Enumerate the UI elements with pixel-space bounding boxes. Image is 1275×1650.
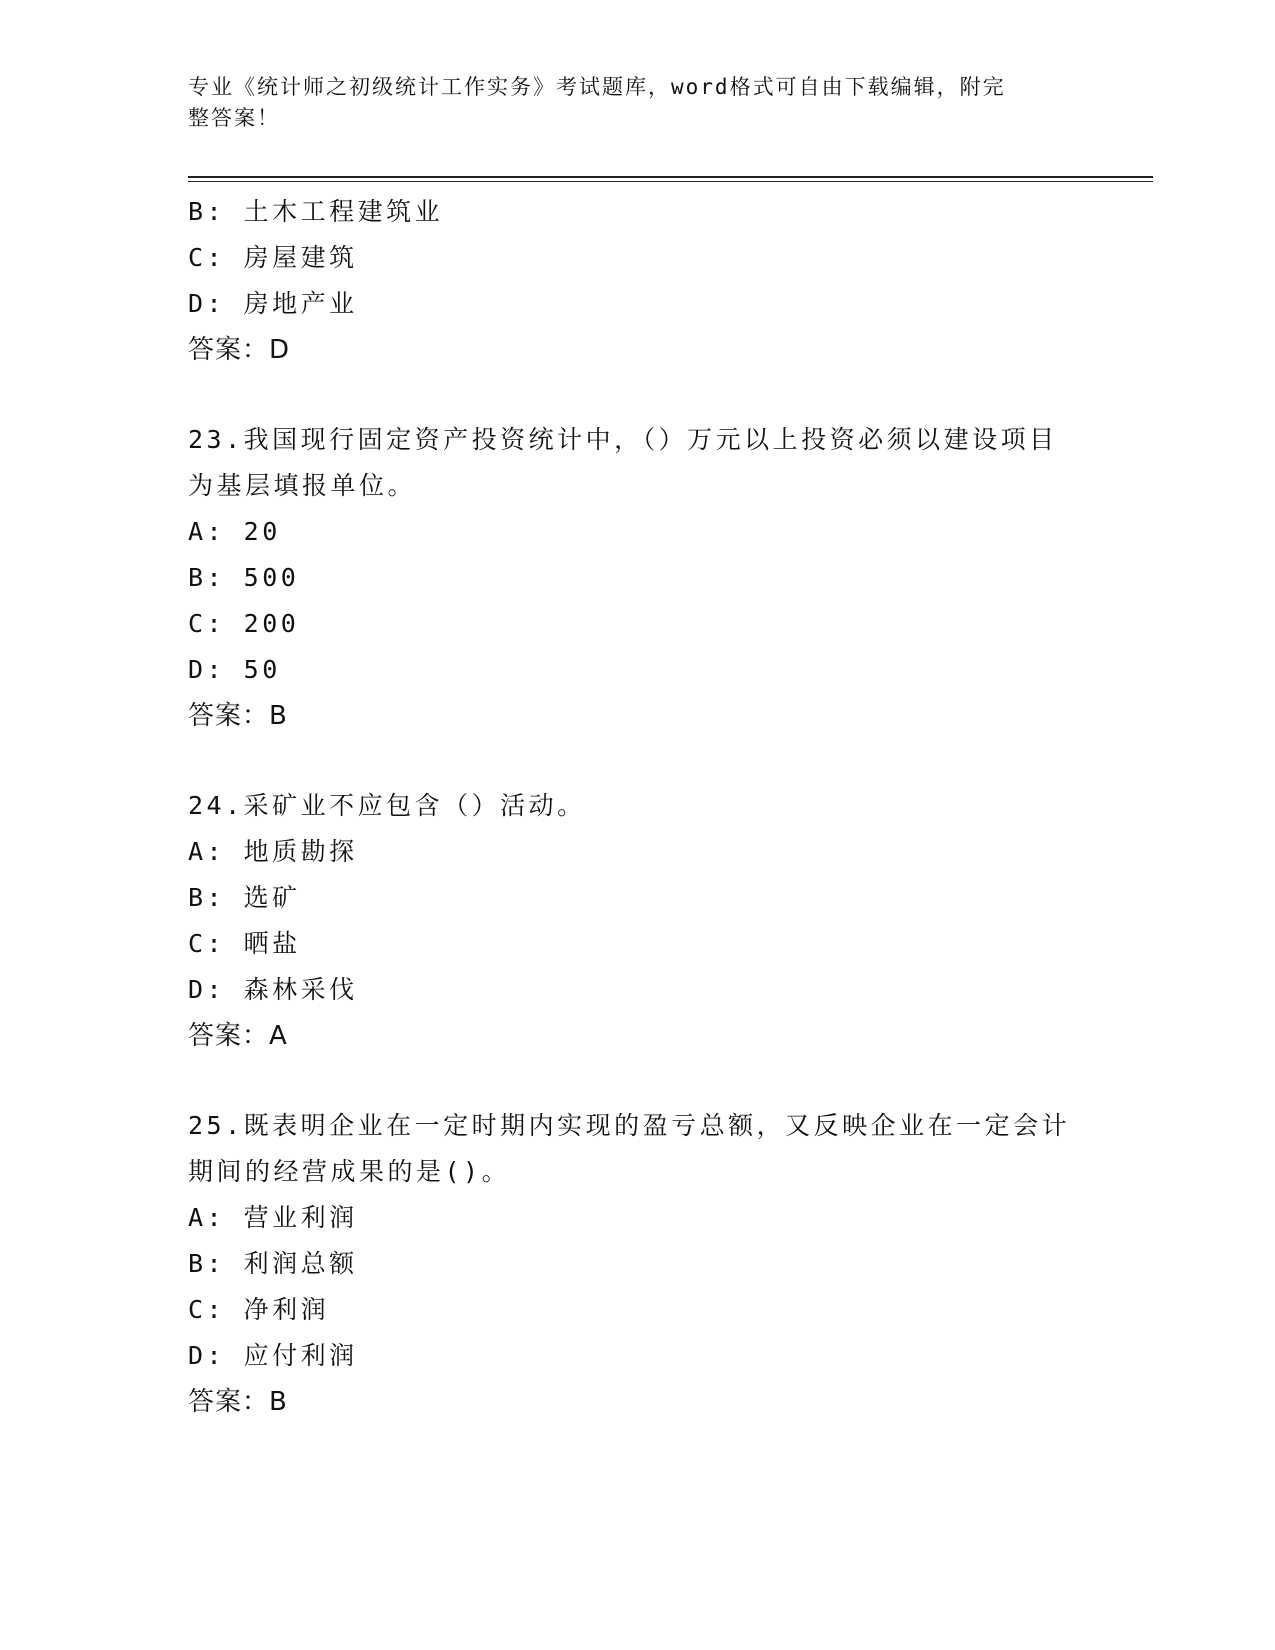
option-d: D: 50 — [188, 655, 281, 684]
option-a: A: 20 — [188, 517, 281, 546]
option-c: C: 晒盐 — [188, 929, 301, 958]
answer-line: 答案：B — [188, 701, 288, 731]
answer-line: 答案：D — [188, 335, 291, 365]
option-a: A: 营业利润 — [188, 1203, 358, 1232]
question-stem: 23.我国现行固定资产投资统计中，（）万元以上投资必须以建设项目 — [188, 425, 1058, 454]
option-c: C: 净利润 — [188, 1295, 330, 1324]
question-23 — [188, 417, 1088, 739]
page-header — [188, 72, 1068, 134]
question-stem-continued: 为基层填报单位。 — [188, 471, 417, 500]
question-22 — [188, 189, 1088, 373]
question-spacer — [188, 1059, 1088, 1103]
option-b: B: 利润总额 — [188, 1249, 358, 1278]
option-d: D: 应付利润 — [188, 1341, 358, 1370]
header-line-1: 专业《统计师之初级统计工作实务》考试题库，word格式可自由下载编辑，附完 — [188, 75, 1006, 99]
question-stem: 24.采矿业不应包含（）活动。 — [188, 791, 586, 820]
question-25 — [188, 1103, 1088, 1425]
option-d: D: 森林采伐 — [188, 975, 358, 1004]
header-line-2: 整答案！ — [188, 106, 280, 130]
header-divider-thin — [188, 181, 1153, 182]
question-24 — [188, 783, 1088, 1059]
option-c: C: 房屋建筑 — [188, 243, 358, 272]
option-c: C: 200 — [188, 609, 300, 638]
question-list — [188, 189, 1088, 1425]
question-spacer — [188, 739, 1088, 783]
option-d: D: 房地产业 — [188, 289, 358, 318]
option-a: A: 地质勘探 — [188, 837, 358, 866]
option-b: B: 选矿 — [188, 883, 301, 912]
header-divider-thick — [188, 176, 1153, 178]
question-stem-continued: 期间的经营成果的是()。 — [188, 1157, 511, 1186]
option-b: B: 500 — [188, 563, 300, 592]
option-b: B: 土木工程建筑业 — [188, 197, 444, 226]
question-stem: 25.既表明企业在一定时期内实现的盈亏总额，又反映企业在一定会计 — [188, 1111, 1071, 1140]
answer-line: 答案：A — [188, 1021, 288, 1051]
question-spacer — [188, 373, 1088, 417]
answer-line: 答案：B — [188, 1387, 288, 1417]
